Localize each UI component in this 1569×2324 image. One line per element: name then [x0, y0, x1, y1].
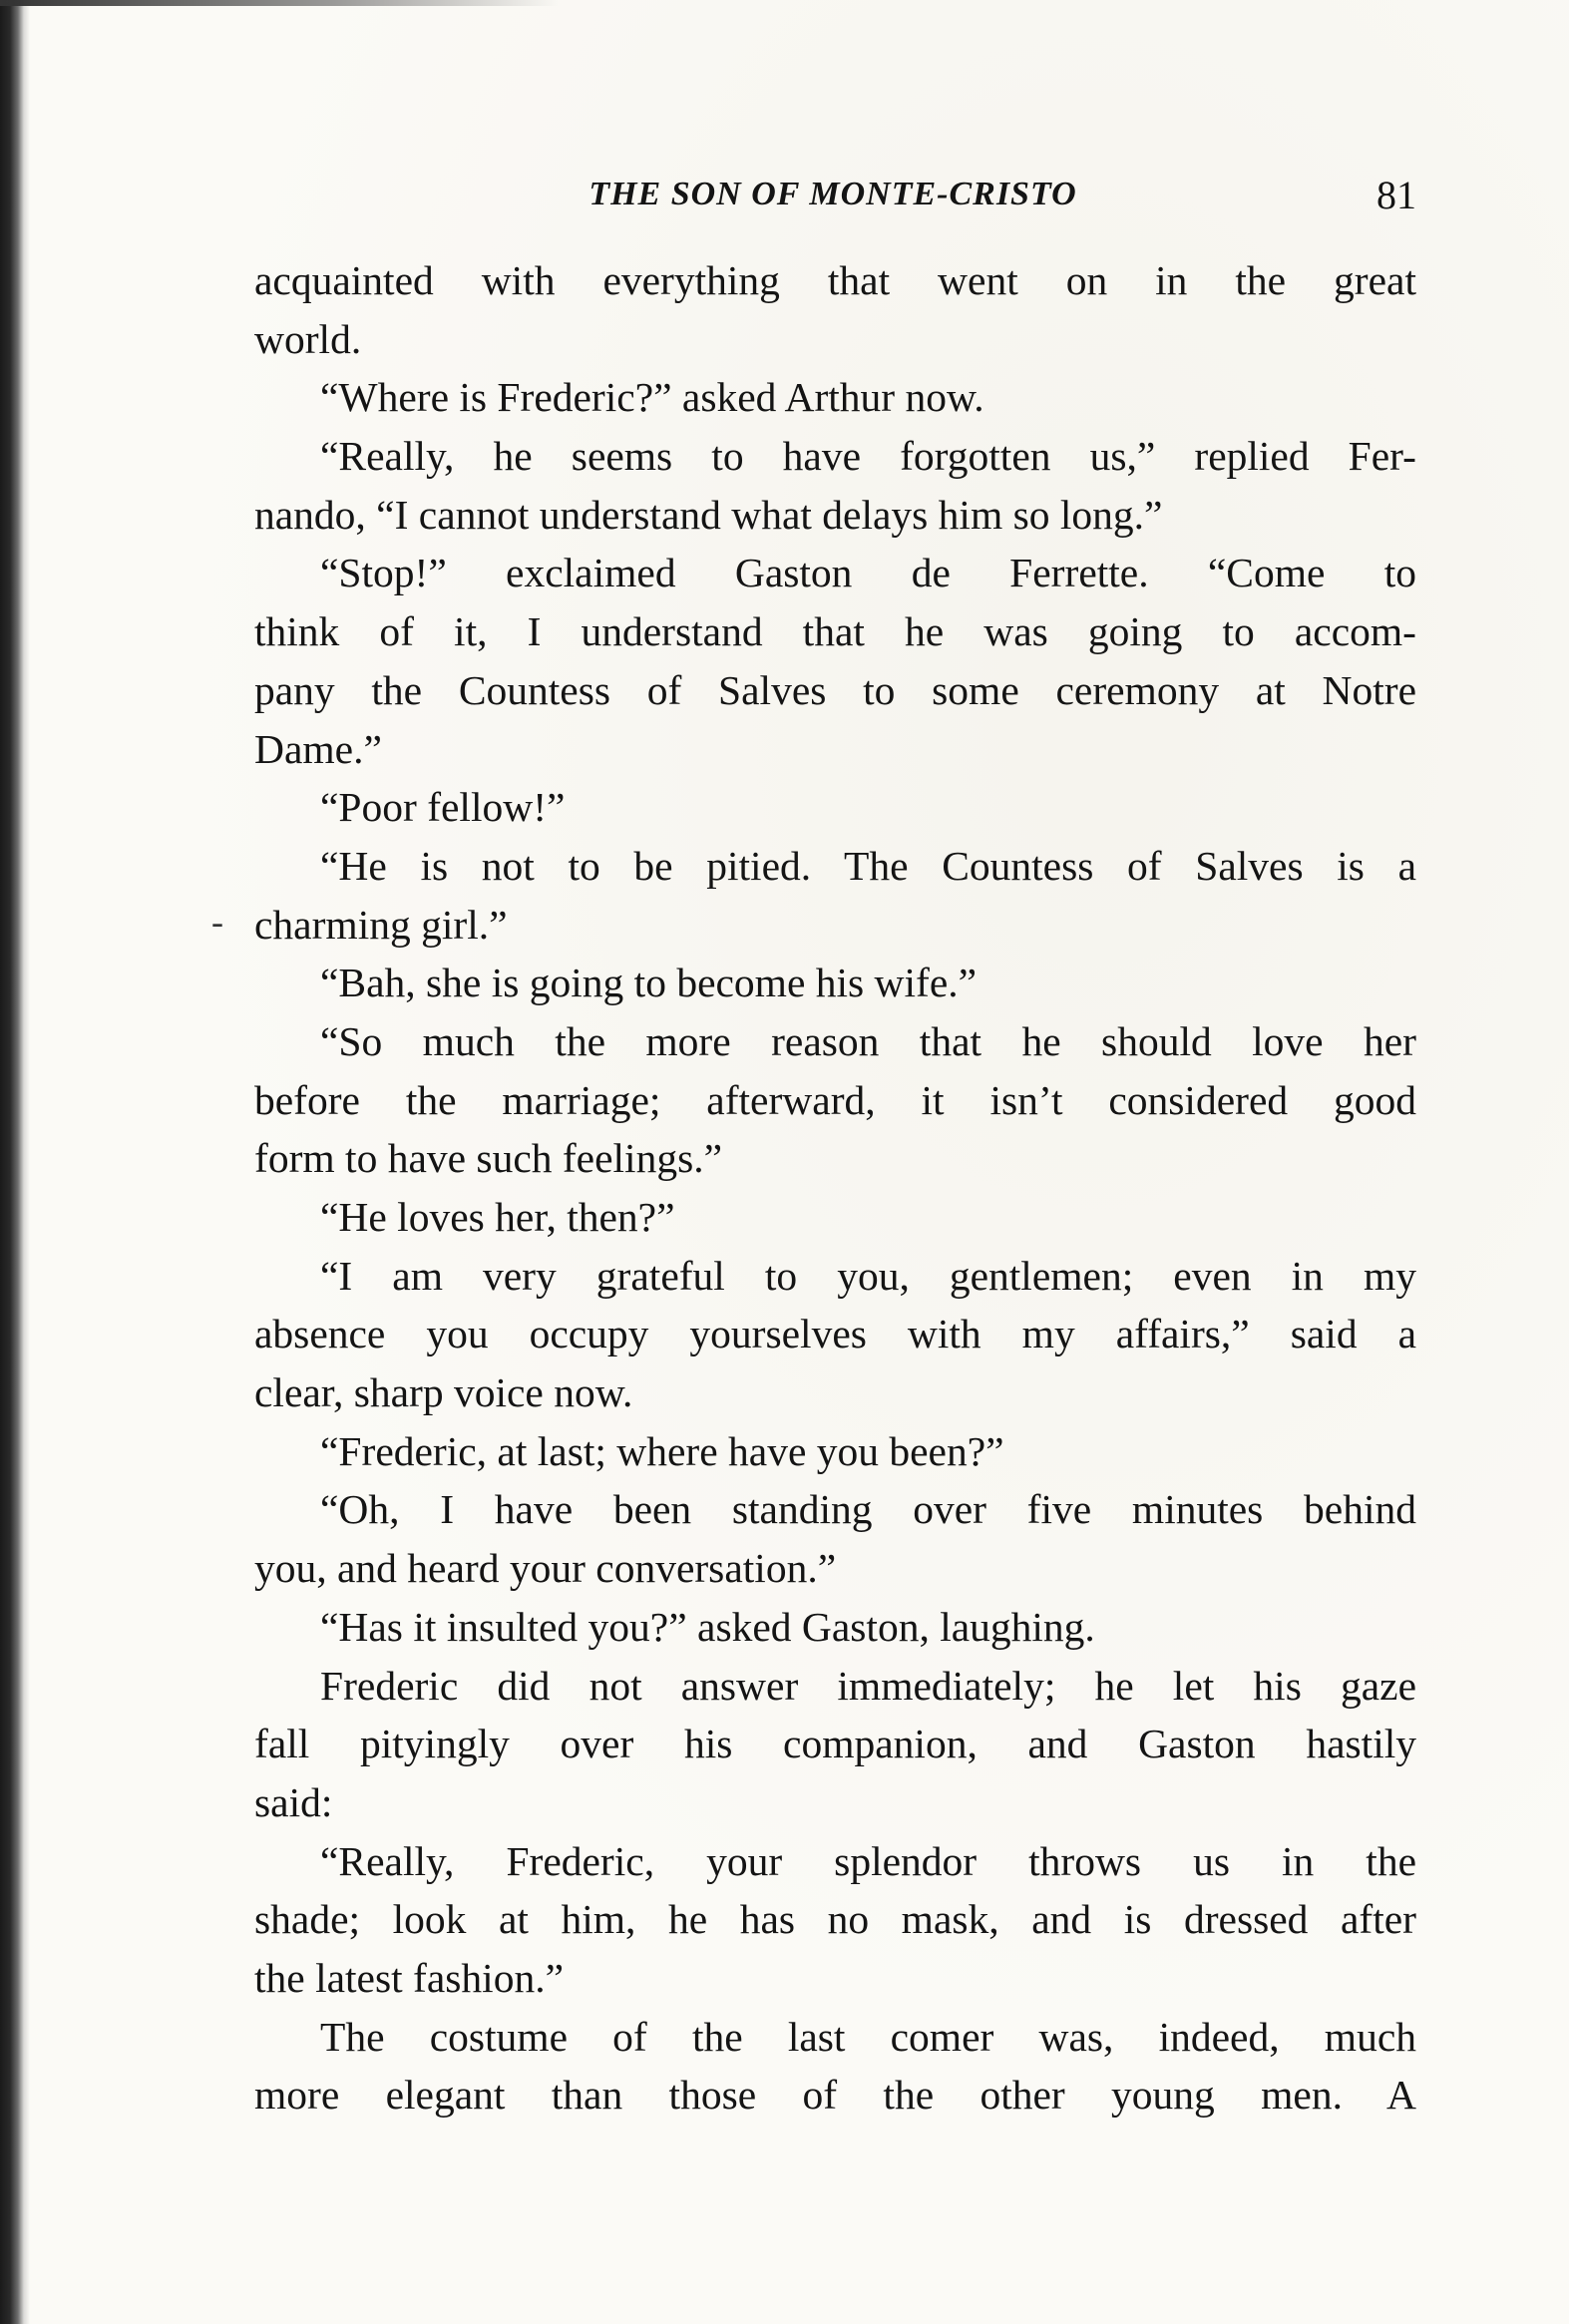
text-line: Frederic did not answer immediately; he let his gaze	[320, 1662, 1416, 1709]
text-line: clear, sharp voice now.	[254, 1369, 633, 1416]
running-header	[249, 172, 1416, 221]
text-line: world.	[254, 315, 362, 362]
running-title: THE SON OF MONTE-CRISTO	[588, 176, 1077, 212]
text-line: pany the Countess of Salves to some ceremony at Notre	[254, 666, 1416, 713]
text-line: the latest fashion.”	[254, 1954, 564, 2001]
text-line: “He loves her, then?”	[320, 1194, 675, 1240]
text-line: Dame.”	[254, 725, 382, 772]
text-line: “Poor fellow!”	[320, 784, 566, 831]
text-line: shade; look at him, he has no mask, and is dressed after	[254, 1896, 1416, 1943]
text-line: “Frederic, at last; where have you been?”	[320, 1427, 1004, 1474]
text-line: think of it, I understand that he was going to accom-	[254, 608, 1416, 655]
text-line: “I am very grateful to you, gentlemen; even in my	[320, 1252, 1416, 1299]
text-line: acquainted with everything that went on in the great	[254, 257, 1416, 303]
text-line: “Has it insulted you?” asked Gaston, laughing.	[320, 1603, 1095, 1650]
text-line: fall pityingly over his companion, and Gaston hastily	[254, 1721, 1416, 1767]
text-line: more elegant than those of the other young men. A	[254, 2072, 1416, 2119]
text-line: “Stop!” exclaimed Gaston de Ferrette. “Come to	[320, 550, 1416, 596]
text-line: “Really, Frederic, your splendor throws us in the	[320, 1837, 1416, 1884]
text-line: “He is not to be pitied. The Countess of Salves is a	[320, 842, 1416, 889]
text-line: The costume of the last comer was, indeed, much	[320, 2013, 1416, 2060]
text-line: “So much the more reason that he should love her	[320, 1017, 1416, 1064]
text-line: nando, “I cannot understand what delays him so long.”	[254, 491, 1163, 538]
top-edge-shadow	[0, 0, 559, 6]
text-line: “Bah, she is going to become his wife.”	[320, 960, 978, 1006]
text-line: “Oh, I have been standing over five minutes behind	[320, 1486, 1416, 1533]
text-line: absence you occupy yourselves with my affairs,” said a	[254, 1311, 1416, 1357]
text-line: before the marriage; afterward, it isn’t considered good	[254, 1076, 1416, 1123]
text-line: charming girl.”	[254, 901, 508, 948]
text-line: you, and heard your conversation.”	[254, 1545, 837, 1592]
text-line: “Where is Frederic?” asked Arthur now.	[320, 374, 984, 421]
margin-mark: -	[211, 902, 223, 942]
text-line: form to have such feelings.”	[254, 1135, 723, 1182]
text-line: “Really, he seems to have forgotten us,” replied Fer-	[320, 433, 1416, 480]
binding-shadow	[0, 0, 30, 2324]
body-text	[254, 251, 1416, 2125]
page-number: 81	[1376, 173, 1416, 217]
text-line: said:	[254, 1778, 333, 1825]
